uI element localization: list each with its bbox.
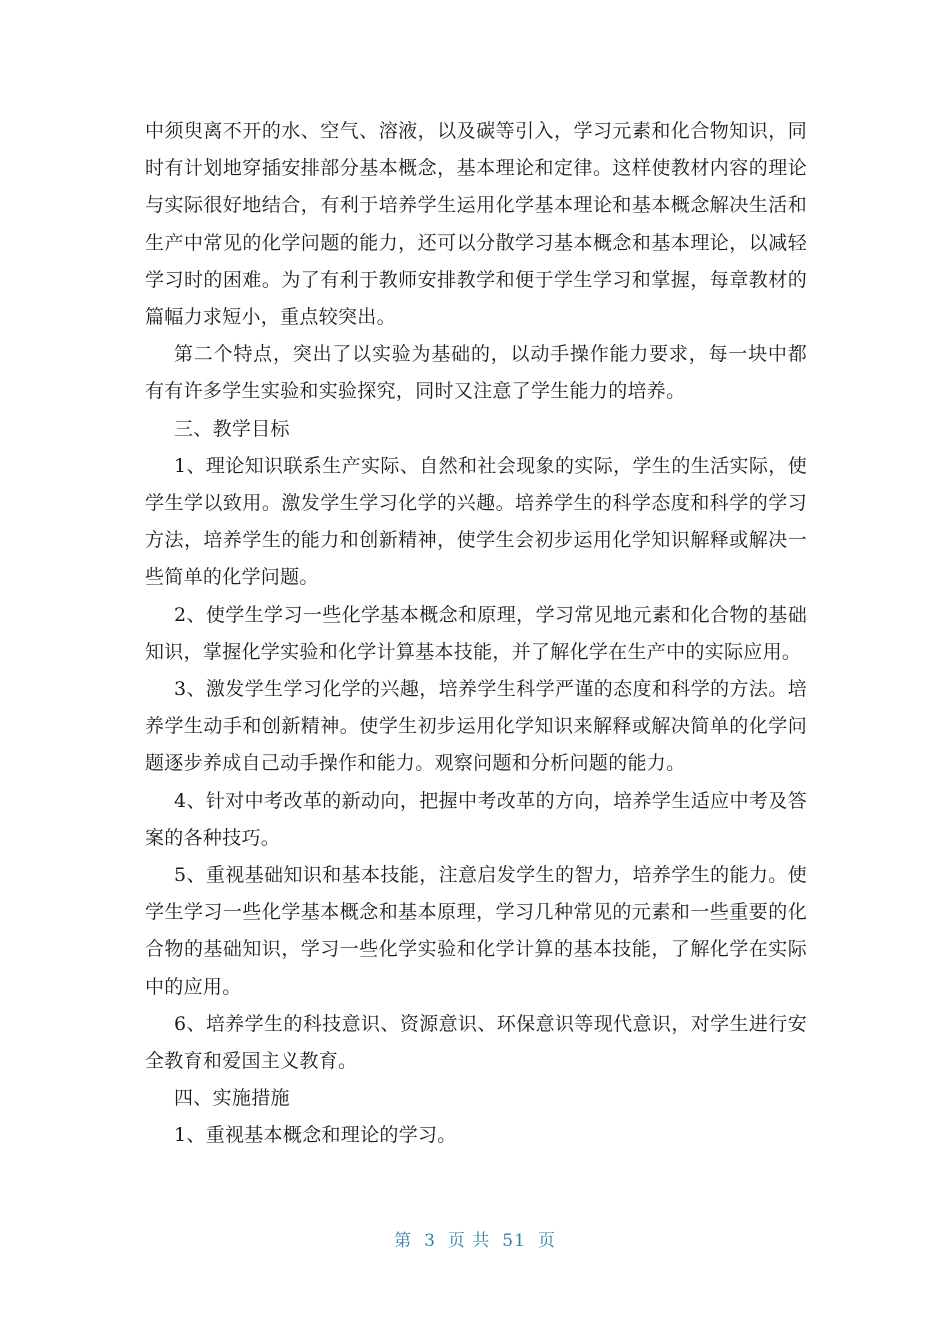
footer-prefix: 第: [394, 1231, 413, 1251]
goal-item-4: 4、针对中考改革的新动向，把握中考改革的方向，培养学生适应中考及答案的各种技巧。: [145, 789, 807, 849]
document-body: [145, 113, 807, 1155]
paragraph-continuation: 中须臾离不开的水、空气、溶液，以及碳等引入，学习元素和化合物知识，同时有计划地穿插安排部分基本概念，基本理论和定律。这样使教材内容的理论与实际很好地结合，有利于培养学生运用化学基本理论和基本概念解决生活和生产中常见的化学问题的能力，还可以分散学习基本概念和基本理论，以减轻学习时的困难。为了有利于教师安排教学和便于学生学习和掌握，每章教材的篇幅力求短小，重点较突出。: [145, 120, 807, 329]
measure-item-1: 1、重视基本概念和理论的学习。: [174, 1124, 457, 1147]
goal-item-1: 1、理论知识联系生产实际、自然和社会现象的实际，学生的生活实际，使学生学以致用。激发学生学习化学的兴趣。培养学生的科学态度和科学的学习方法，培养学生的能力和创新精神，使学生会初步运用化学知识解释或解决一些简单的化学问题。: [145, 454, 807, 589]
goal-item-6: 6、培养学生的科技意识、资源意识、环保意识等现代意识，对学生进行安全教育和爱国主义教育。: [145, 1012, 807, 1073]
footer-suffix: 页: [537, 1231, 556, 1251]
section-heading-teaching-goals: 三、教学目标: [174, 417, 290, 440]
goal-item-3: 3、激发学生学习化学的兴趣，培养学生科学严谨的态度和科学的方法。培养学生动手和创新精神。使学生初步运用化学知识来解释或解决简单的化学问题逐步养成自己动手操作和能力。观察问题和分析问题的能力。: [145, 678, 807, 775]
section-heading-measures: 四、实施措施: [174, 1087, 290, 1110]
goal-item-2: 2、使学生学习一些化学基本概念和原理，学习常见地元素和化合物的基础知识，掌握化学实验和化学计算基本技能，并了解化学在生产中的实际应用。: [145, 603, 807, 663]
footer-total-pages: 51: [502, 1231, 526, 1251]
footer-current-page: 3: [424, 1231, 436, 1251]
footer-middle: 页 共: [447, 1231, 491, 1251]
goal-item-5: 5、重视基础知识和基本技能，注意启发学生的智力，培养学生的能力。使学生学习一些化学基本概念和基本原理，学习几种常见的元素和一些重要的化合物的基础知识，学习一些化学实验和化学计算的基本技能，了解化学在实际中的应用。: [145, 864, 807, 998]
paragraph-second-feature: 第二个特点，突出了以实验为基础的，以动手操作能力要求，每一块中都有有许多学生实验和实验探究，同时又注意了学生能力的培养。: [145, 343, 807, 403]
page-footer: [0, 1226, 950, 1251]
